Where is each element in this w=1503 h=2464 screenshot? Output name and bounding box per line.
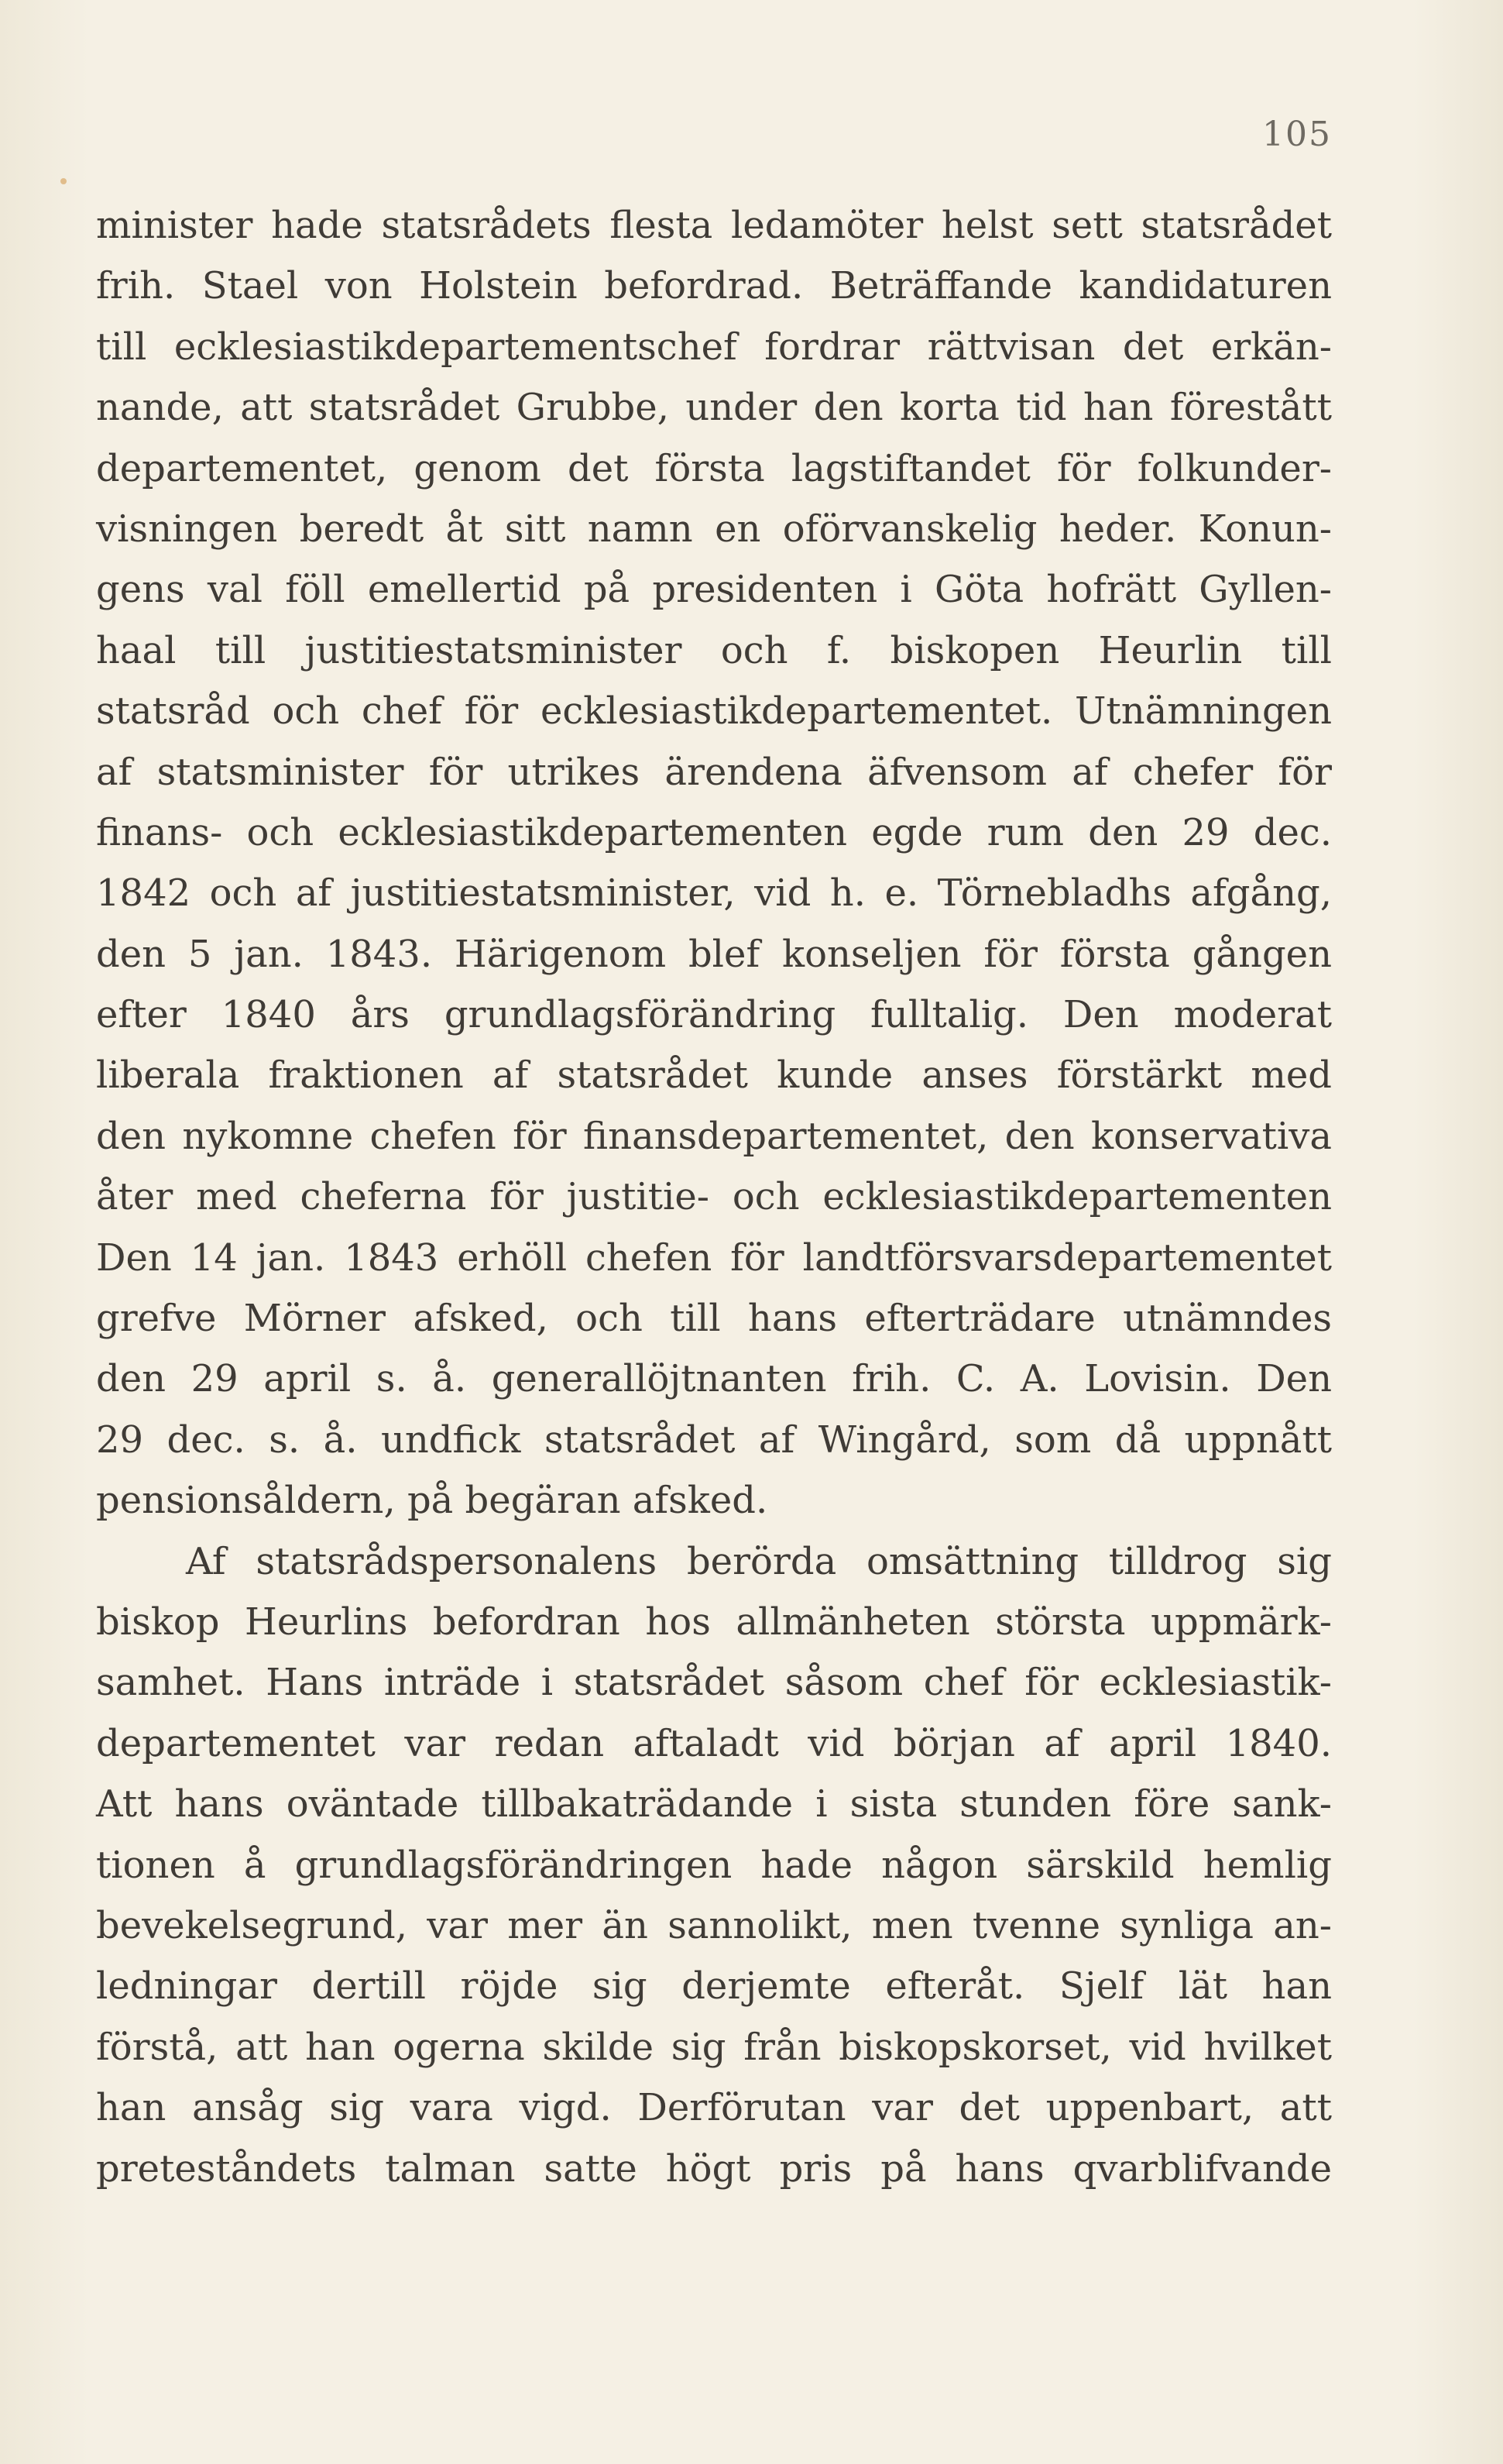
text-line: haal till justitiestatsminister och f. biskopen Heurlin till	[96, 628, 1332, 672]
text-line: pensionsåldern, på begäran afsked.	[96, 1479, 768, 1523]
text-line: han ansåg sig vara vigd. Derförutan var det uppenbart, att	[96, 2086, 1332, 2130]
text-line: frih. Stael von Holstein befordrad. Beträffande kandidaturen	[96, 264, 1332, 308]
text-line: Den 14 jan. 1843 erhöll chefen för landtförsvarsdepartementet	[96, 1235, 1332, 1280]
text-line: biskop Heurlins befordran hos allmänheten största uppmärk-	[96, 1600, 1332, 1644]
text-line: den 5 jan. 1843. Härigenom blef konseljen för första gången	[96, 932, 1332, 976]
text-line: ledningar dertill röjde sig derjemte efteråt. Sjelf lät han	[96, 1964, 1332, 2009]
text-line: 1842 och af justitiestatsminister, vid h. e. Törnebladhs afgång,	[96, 871, 1332, 916]
text-line: departementet var redan aftaladt vid början af april 1840.	[96, 1721, 1332, 1765]
text-line: preteståndets talman satte högt pris på hans qvarblifvande	[96, 2146, 1332, 2191]
text-line: nande, att statsrådet Grubbe, under den korta tid han förestått	[96, 386, 1332, 430]
text-line: Af statsrådspersonalens berörda omsättning tilldrog sig	[186, 1539, 1332, 1583]
page-number: 105	[1262, 115, 1332, 154]
text-line: finans- och ecklesiastikdepartementen egde rum den 29 dec.	[96, 810, 1332, 854]
text-line: samhet. Hans inträde i statsrådet såsom chef för ecklesiastik-	[96, 1661, 1332, 1705]
text-line: minister hade statsrådets flesta ledamöter helst sett statsrådet	[96, 204, 1332, 247]
text-line: af statsminister för utrikes ärendena äfvensom af chefer för	[96, 750, 1332, 794]
text-line: tionen å grundlagsförändringen hade någon särskild hemlig	[96, 1843, 1332, 1887]
text-line: bevekelsegrund, var mer än sannolikt, men tvenne synliga an-	[96, 1903, 1332, 1947]
text-line: förstå, att han ogerna skilde sig från biskopskorset, vid hvilket	[96, 2025, 1332, 2069]
text-line: visningen beredt åt sitt namn en oförvanskelig heder. Konun-	[96, 507, 1332, 551]
text-line: liberala fraktionen af statsrådet kunde anses förstärkt med	[96, 1053, 1332, 1098]
text-line: grefve Mörner afsked, och till hans efterträdare utnämndes	[96, 1297, 1332, 1341]
text-line: åter med cheferna för justitie- och ecklesiastikdepartementen	[96, 1175, 1332, 1219]
paper-speck	[60, 178, 67, 184]
text-line: efter 1840 års grundlagsförändring fulltalig. Den moderat	[96, 993, 1332, 1037]
text-line: 29 dec. s. å. undfick statsrådet af Wingård, som då uppnått	[96, 1418, 1332, 1462]
text-line: till ecklesiastikdepartementschef fordrar rättvisan det erkän-	[96, 325, 1332, 369]
text-line: Att hans oväntade tillbakaträdande i sista stunden före sank-	[96, 1782, 1332, 1827]
text-line: den 29 april s. å. generallöjtnanten frih. C. A. Lovisin. Den	[96, 1357, 1332, 1401]
text-line: gens val föll emellertid på presidenten i Göta hofrätt Gyllen-	[96, 568, 1332, 612]
text-line: den nykomne chefen för finansdepartementet, den konservativa	[96, 1114, 1332, 1158]
text-line: statsråd och chef för ecklesiastikdepartementet. Utnämningen	[96, 689, 1332, 734]
text-line: departementet, genom det första lagstiftandet för folkunder-	[96, 446, 1332, 490]
body-text	[96, 195, 1332, 2199]
